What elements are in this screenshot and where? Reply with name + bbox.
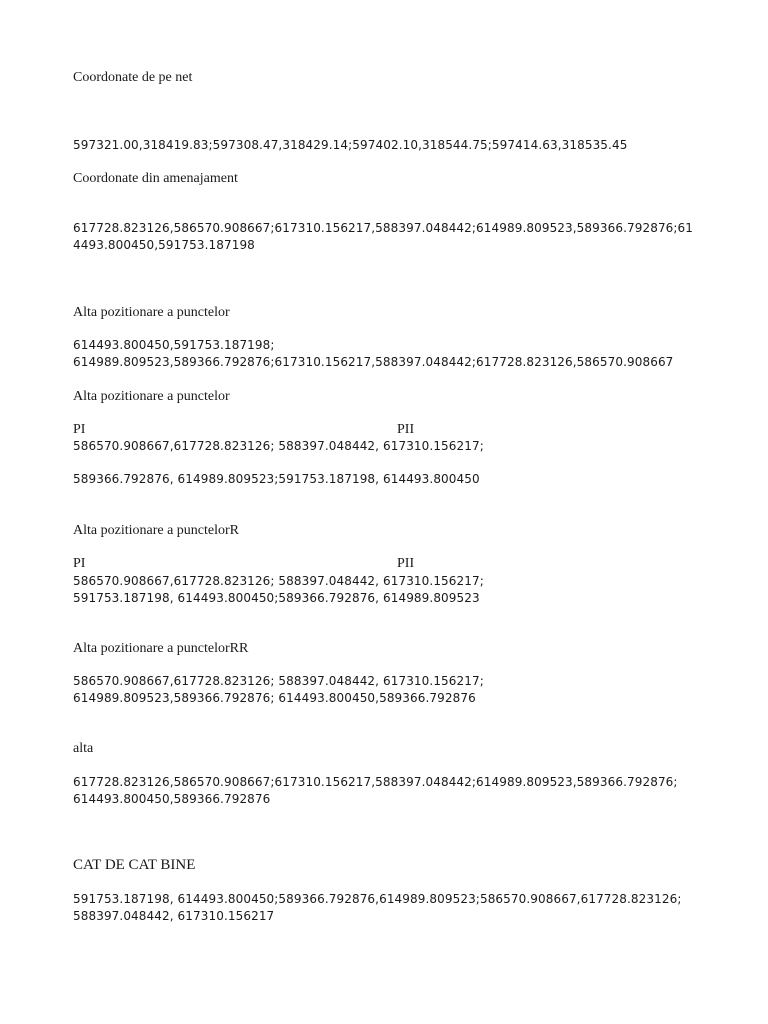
- altar-label-pii: PII: [397, 556, 415, 571]
- alta2-label-pi: PI: [73, 422, 86, 437]
- altar-label-pi: PI: [73, 556, 86, 571]
- coords-net: 597321.00,318419.83;597308.47,318429.14;597402.10,318544.75;597414.63,318535.45: [73, 138, 628, 152]
- altarr-line-2: 614989.809523,589366.792876; 614493.800450,589366.792876: [73, 691, 476, 705]
- heading-alta-pozitionare-r: Alta pozitionare a punctelorR: [73, 523, 239, 538]
- heading-cat-de-cat-bine: CAT DE CAT BINE: [73, 857, 196, 873]
- cat-line-1: 591753.187198, 614493.800450;589366.792876,614989.809523;586570.908667,617728.823126;: [73, 892, 682, 906]
- alta1-line-1: 614493.800450,591753.187198;: [73, 338, 275, 352]
- alta1-line-2: 614989.809523,589366.792876;617310.156217,588397.048442;617728.823126,586570.908667: [73, 355, 674, 369]
- alta-line-1: 617728.823126,586570.908667;617310.156217,588397.048442;614989.809523,589366.792876;: [73, 775, 678, 789]
- alta2-line-2: 589366.792876, 614989.809523;591753.187198, 614493.800450: [73, 472, 480, 486]
- heading-coordonate-amenajament: Coordonate din amenajament: [73, 171, 238, 186]
- heading-alta-pozitionare-2: Alta pozitionare a punctelor: [73, 389, 230, 404]
- heading-alta: alta: [73, 741, 94, 756]
- altar-line-1: 586570.908667,617728.823126; 588397.048442, 617310.156217;: [73, 574, 484, 588]
- coords-amenajament-line-2: 4493.800450,591753.187198: [73, 238, 255, 252]
- alta2-line-1: 586570.908667,617728.823126; 588397.048442, 617310.156217;: [73, 439, 484, 453]
- heading-coordonate-net: Coordonate de pe net: [73, 70, 193, 85]
- alta-line-2: 614493.800450,589366.792876: [73, 792, 271, 806]
- cat-line-2: 588397.048442, 617310.156217: [73, 909, 275, 923]
- heading-alta-pozitionare-1: Alta pozitionare a punctelor: [73, 305, 230, 320]
- heading-alta-pozitionare-rr: Alta pozitionare a punctelorRR: [73, 641, 249, 656]
- altar-line-2: 591753.187198, 614493.800450;589366.792876, 614989.809523: [73, 591, 480, 605]
- coords-amenajament-line-1: 617728.823126,586570.908667;617310.156217,588397.048442;614989.809523,589366.792876;61: [73, 221, 694, 235]
- altarr-line-1: 586570.908667,617728.823126; 588397.048442, 617310.156217;: [73, 674, 484, 688]
- alta2-label-pii: PII: [397, 422, 415, 437]
